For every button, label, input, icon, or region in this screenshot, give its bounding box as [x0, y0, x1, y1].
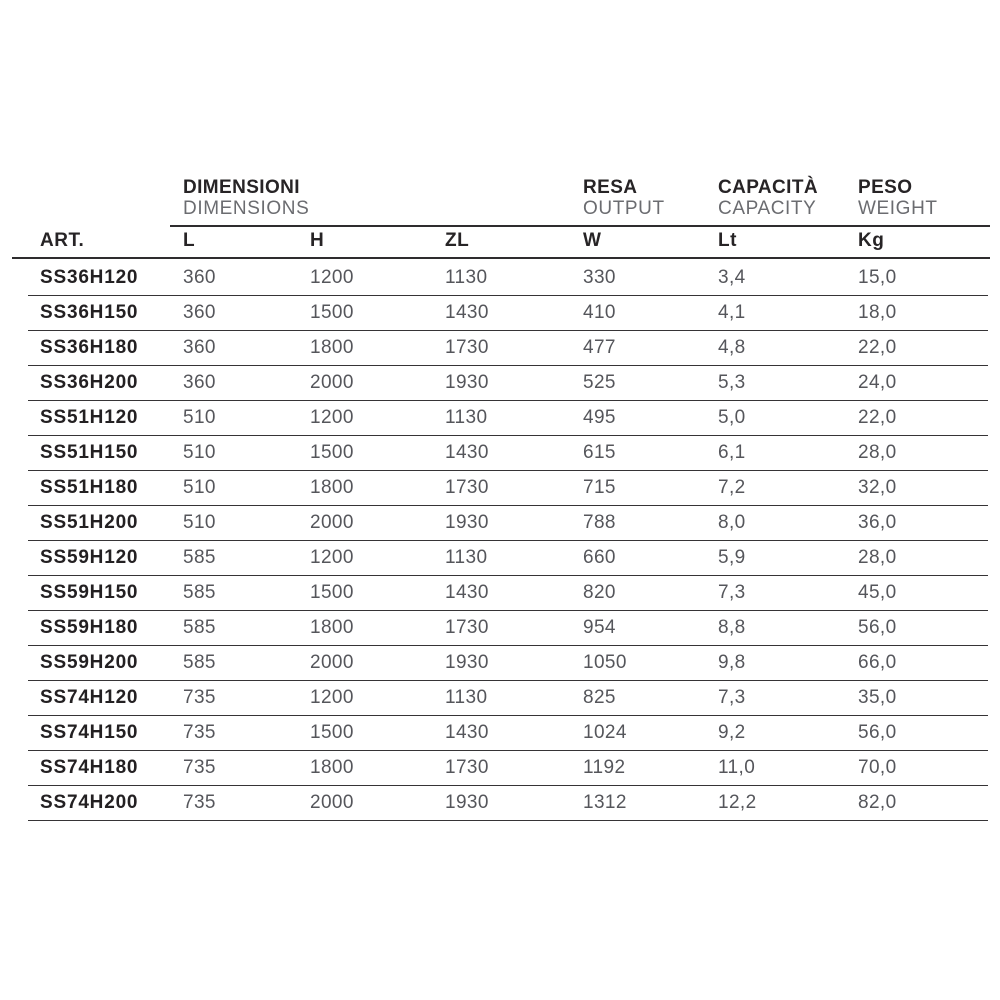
art-cell: SS59H150 — [40, 581, 139, 603]
value-cell: 660 — [583, 546, 616, 568]
value-cell: 7,3 — [718, 581, 746, 603]
value-cell: 1312 — [583, 791, 627, 813]
value-cell: 1200 — [310, 546, 354, 568]
value-cell: 22,0 — [858, 336, 897, 358]
table-row — [28, 436, 988, 471]
art-cell: SS36H180 — [40, 336, 139, 358]
column-header-lt: Lt — [718, 230, 737, 251]
column-header-h: H — [310, 230, 325, 251]
value-cell: 15,0 — [858, 266, 897, 288]
column-header-art: ART. — [40, 230, 85, 251]
value-cell: 820 — [583, 581, 616, 603]
group-header-weight — [858, 177, 938, 219]
value-cell: 1800 — [310, 476, 354, 498]
value-cell: 12,2 — [718, 791, 757, 813]
value-cell: 735 — [183, 721, 216, 743]
value-cell: 4,8 — [718, 336, 746, 358]
value-cell: 477 — [583, 336, 616, 358]
value-cell: 1930 — [445, 651, 489, 673]
value-cell: 1024 — [583, 721, 627, 743]
value-cell: 1430 — [445, 581, 489, 603]
group-header-capacity — [718, 177, 818, 219]
art-cell: SS36H120 — [40, 266, 139, 288]
value-cell: 8,8 — [718, 616, 746, 638]
column-header-kg: Kg — [858, 230, 885, 251]
value-cell: 2000 — [310, 651, 354, 673]
table-row — [28, 366, 988, 401]
value-cell: 1430 — [445, 721, 489, 743]
value-cell: 410 — [583, 301, 616, 323]
value-cell: 1730 — [445, 336, 489, 358]
value-cell: 510 — [183, 441, 216, 463]
value-cell: 1500 — [310, 441, 354, 463]
value-cell: 56,0 — [858, 721, 897, 743]
value-cell: 1800 — [310, 616, 354, 638]
value-cell: 1800 — [310, 336, 354, 358]
value-cell: 1500 — [310, 301, 354, 323]
value-cell: 735 — [183, 686, 216, 708]
art-cell: SS36H200 — [40, 371, 139, 393]
column-header-zl: ZL — [445, 230, 470, 251]
value-cell: 825 — [583, 686, 616, 708]
value-cell: 330 — [583, 266, 616, 288]
value-cell: 3,4 — [718, 266, 746, 288]
value-cell: 70,0 — [858, 756, 897, 778]
value-cell: 28,0 — [858, 441, 897, 463]
value-cell: 28,0 — [858, 546, 897, 568]
value-cell: 66,0 — [858, 651, 897, 673]
group-header-secondary: DIMENSIONS — [183, 198, 310, 219]
value-cell: 7,3 — [718, 686, 746, 708]
value-cell: 1200 — [310, 266, 354, 288]
table-row — [28, 751, 988, 786]
value-cell: 715 — [583, 476, 616, 498]
value-cell: 360 — [183, 336, 216, 358]
value-cell: 2000 — [310, 371, 354, 393]
value-cell: 22,0 — [858, 406, 897, 428]
value-cell: 585 — [183, 581, 216, 603]
value-cell: 510 — [183, 406, 216, 428]
value-cell: 2000 — [310, 511, 354, 533]
art-cell: SS74H120 — [40, 686, 139, 708]
table-row — [28, 786, 988, 821]
value-cell: 5,9 — [718, 546, 746, 568]
value-cell: 9,8 — [718, 651, 746, 673]
value-cell: 954 — [583, 616, 616, 638]
table-row — [28, 296, 988, 331]
value-cell: 9,2 — [718, 721, 746, 743]
value-cell: 1430 — [445, 441, 489, 463]
value-cell: 585 — [183, 651, 216, 673]
value-cell: 45,0 — [858, 581, 897, 603]
group-header-primary: RESA — [583, 177, 638, 198]
table-row — [28, 716, 988, 751]
value-cell: 360 — [183, 301, 216, 323]
art-cell: SS51H180 — [40, 476, 139, 498]
group-header-secondary: CAPACITY — [718, 198, 817, 219]
value-cell: 1130 — [445, 406, 488, 428]
art-cell: SS51H120 — [40, 406, 139, 428]
value-cell: 1200 — [310, 406, 354, 428]
value-cell: 360 — [183, 266, 216, 288]
value-cell: 2000 — [310, 791, 354, 813]
value-cell: 18,0 — [858, 301, 897, 323]
value-cell: 615 — [583, 441, 616, 463]
value-cell: 24,0 — [858, 371, 897, 393]
value-cell: 1200 — [310, 686, 354, 708]
value-cell: 1130 — [445, 266, 488, 288]
art-cell: SS74H180 — [40, 756, 139, 778]
value-cell: 1130 — [445, 686, 488, 708]
table-row — [28, 471, 988, 506]
value-cell: 5,0 — [718, 406, 746, 428]
table-row — [28, 681, 988, 716]
value-cell: 11,0 — [718, 756, 756, 778]
table-row — [28, 261, 988, 296]
value-cell: 32,0 — [858, 476, 897, 498]
art-cell: SS74H200 — [40, 791, 139, 813]
value-cell: 585 — [183, 616, 216, 638]
value-cell: 1130 — [445, 546, 488, 568]
value-cell: 82,0 — [858, 791, 897, 813]
art-cell: SS59H180 — [40, 616, 139, 638]
table-row — [28, 331, 988, 366]
value-cell: 1430 — [445, 301, 489, 323]
value-cell: 6,1 — [718, 441, 746, 463]
value-cell: 735 — [183, 756, 216, 778]
group-header-output — [583, 177, 665, 219]
value-cell: 1500 — [310, 581, 354, 603]
art-cell: SS59H120 — [40, 546, 139, 568]
group-header-primary: DIMENSIONI — [183, 177, 300, 198]
table-row — [28, 506, 988, 541]
value-cell: 1800 — [310, 756, 354, 778]
value-cell: 36,0 — [858, 511, 897, 533]
table-row — [28, 541, 988, 576]
value-cell: 8,0 — [718, 511, 746, 533]
column-header-w: W — [583, 230, 602, 251]
value-cell: 5,3 — [718, 371, 746, 393]
group-header-primary: PESO — [858, 177, 913, 198]
value-cell: 510 — [183, 511, 216, 533]
value-cell: 585 — [183, 546, 216, 568]
value-cell: 56,0 — [858, 616, 897, 638]
value-cell: 35,0 — [858, 686, 897, 708]
value-cell: 1930 — [445, 371, 489, 393]
table-row — [28, 401, 988, 436]
table-body — [28, 261, 988, 821]
art-cell: SS36H150 — [40, 301, 139, 323]
art-cell: SS59H200 — [40, 651, 139, 673]
value-cell: 4,1 — [718, 301, 746, 323]
value-cell: 1730 — [445, 616, 489, 638]
table-row — [28, 646, 988, 681]
value-cell: 788 — [583, 511, 616, 533]
value-cell: 1730 — [445, 476, 489, 498]
table-row — [28, 576, 988, 611]
value-cell: 7,2 — [718, 476, 746, 498]
value-cell: 1192 — [583, 756, 626, 778]
group-header-underline — [170, 225, 990, 227]
group-header-secondary: WEIGHT — [858, 198, 938, 219]
value-cell: 1730 — [445, 756, 489, 778]
art-cell: SS74H150 — [40, 721, 139, 743]
column-header-row — [12, 228, 990, 259]
value-cell: 510 — [183, 476, 216, 498]
art-cell: SS51H200 — [40, 511, 139, 533]
value-cell: 735 — [183, 791, 216, 813]
value-cell: 1930 — [445, 511, 489, 533]
value-cell: 495 — [583, 406, 616, 428]
column-header-l: L — [183, 230, 196, 251]
art-cell: SS51H150 — [40, 441, 139, 463]
group-header-dimensions — [183, 177, 309, 219]
table-row — [28, 611, 988, 646]
value-cell: 360 — [183, 371, 216, 393]
value-cell: 525 — [583, 371, 616, 393]
group-header-secondary: OUTPUT — [583, 198, 665, 219]
value-cell: 1930 — [445, 791, 489, 813]
value-cell: 1500 — [310, 721, 354, 743]
group-header-primary: CAPACITÀ — [718, 177, 818, 198]
value-cell: 1050 — [583, 651, 627, 673]
